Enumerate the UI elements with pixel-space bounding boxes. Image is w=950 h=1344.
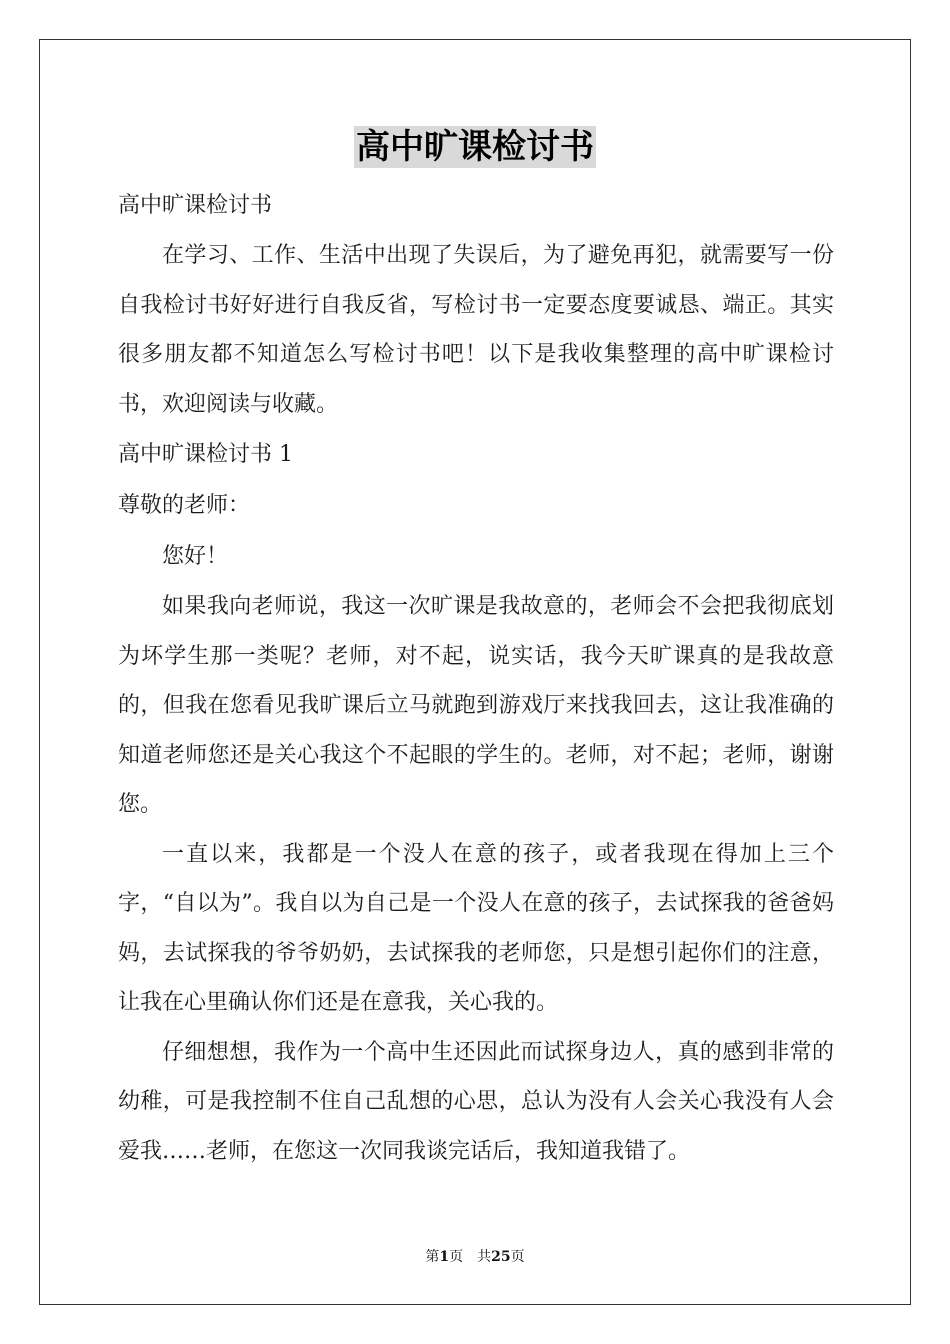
salutation: 尊敬的老师： xyxy=(118,493,251,518)
page-mid: 页 共 xyxy=(449,1249,492,1265)
page-suffix: 页 xyxy=(510,1249,525,1265)
page-total: 25 xyxy=(491,1249,511,1265)
body-paragraph-1: 如果我向老师说，我这一次旷课是我故意的，老师会不会把我彻底划为坏学生那一类呢？老师，对不起，说实话，我今天旷课真的是我故意的，但我在您看见我旷课后立马就跑到游戏厅来找我回去，这让我准确的知道老师您还是关心我这个不起眼的学生的。老师，对不起；老师，谢谢您。 xyxy=(118,594,834,817)
greeting: 您好！ xyxy=(162,544,229,569)
section-heading: 高中旷课检讨书 1 xyxy=(118,442,293,467)
document-body xyxy=(118,180,834,1176)
page-current: 1 xyxy=(439,1249,450,1265)
page-prefix: 第 xyxy=(425,1249,440,1265)
document-subtitle: 高中旷课检讨书 xyxy=(118,193,273,218)
intro-paragraph: 在学习、工作、生活中出现了失误后，为了避免再犯，就需要写一份自我检讨书好好进行自我反省，写检讨书一定要态度要诚恳、端正。其实很多朋友都不知道怎么写检讨书吧！以下是我收集整理的高中旷课检讨书，欢迎阅读与收藏。 xyxy=(118,243,834,417)
body-paragraph-3: 仔细想想，我作为一个高中生还因此而试探身边人，真的感到非常的幼稚，可是我控制不住自己乱想的心思，总认为没有人会关心我没有人会爱我……老师，在您这一次同我谈完话后，我知道我错了。 xyxy=(118,1039,834,1164)
title-container xyxy=(0,126,950,168)
page-footer xyxy=(0,1246,950,1266)
body-paragraph-2: 一直以来，我都是一个没人在意的孩子，或者我现在得加上三个字，“自以为”。我自以为自己是一个没人在意的孩子，去试探我的爸爸妈妈，去试探我的爷爷奶奶，去试探我的老师您，只是想引起你们的注意，让我在心里确认你们还是在意我，关心我的。 xyxy=(118,841,834,1015)
document-title: 高中旷课检讨书 xyxy=(356,127,594,167)
